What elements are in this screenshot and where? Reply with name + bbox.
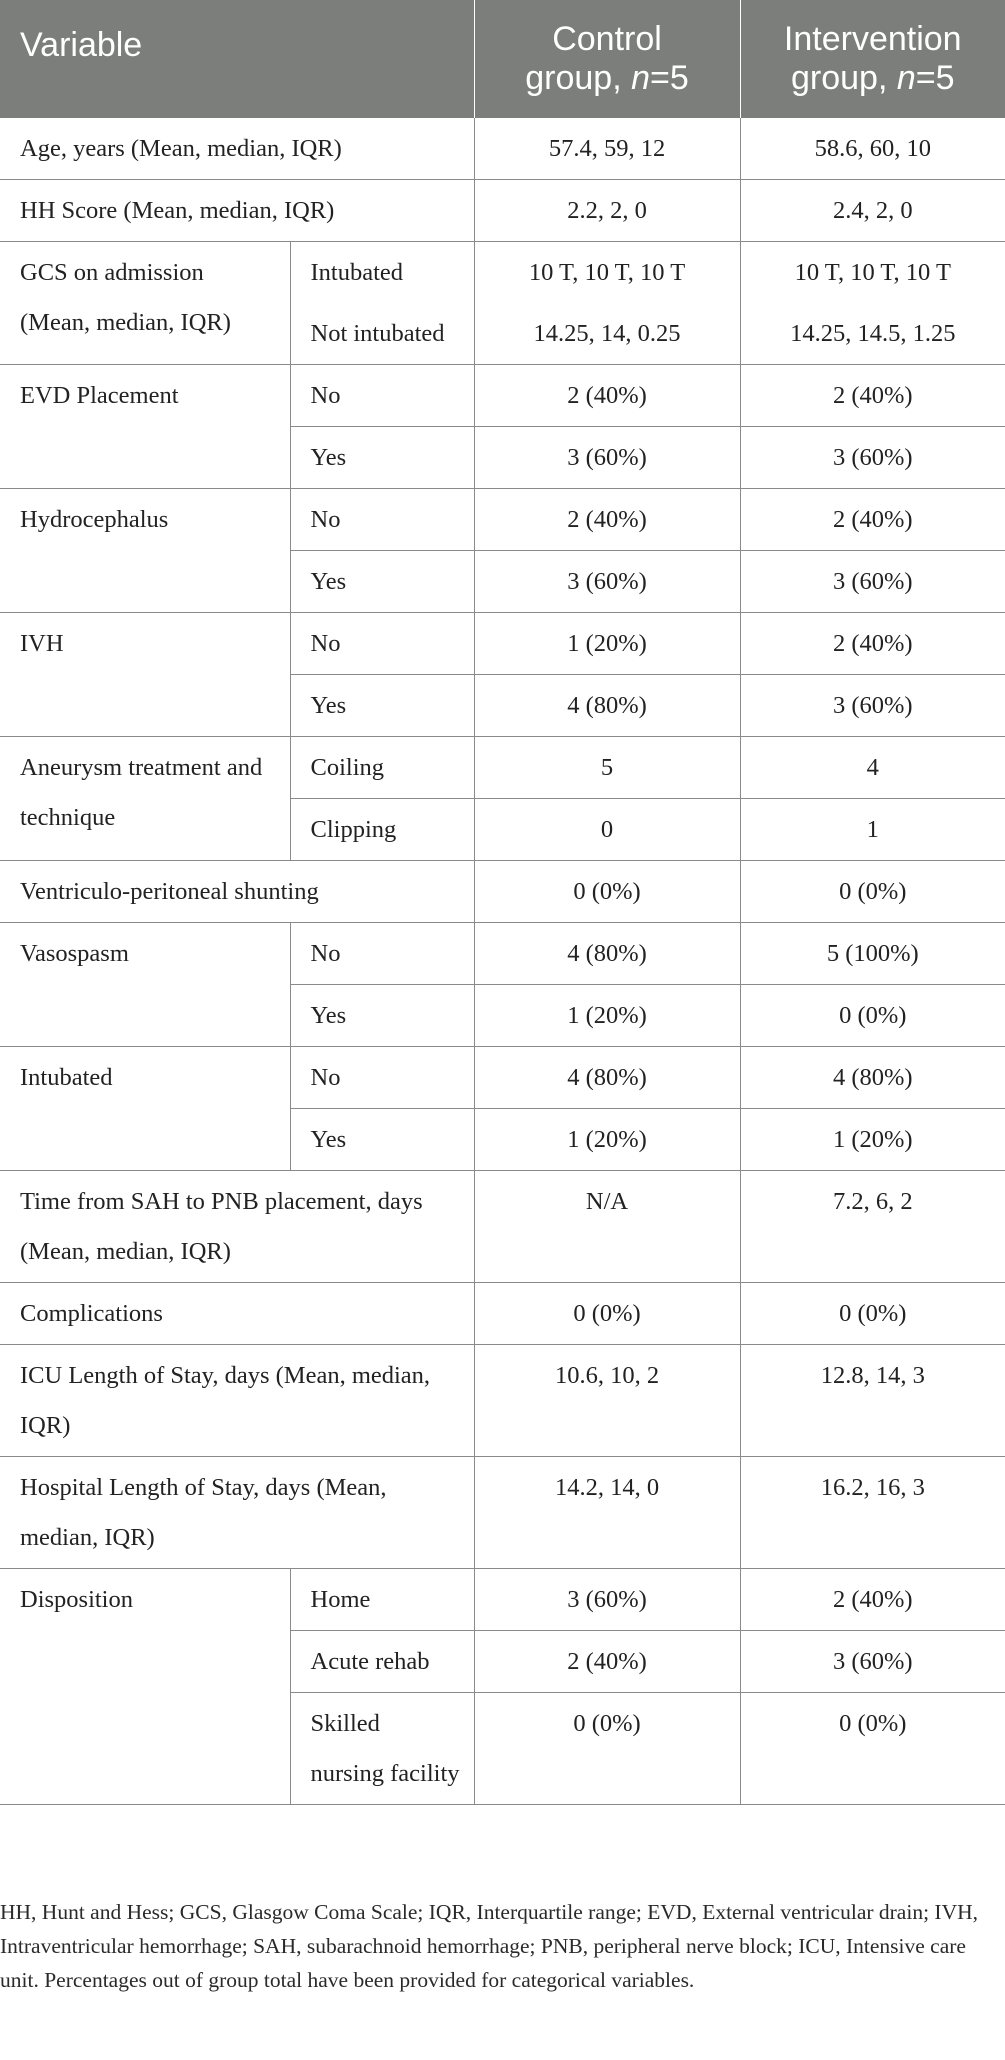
sub-label: No bbox=[290, 923, 474, 985]
intervention-value: 1 bbox=[740, 799, 1005, 861]
control-value: 0 (0%) bbox=[474, 861, 740, 923]
sub-label: Yes bbox=[290, 427, 474, 489]
sub-label: Acute rehab bbox=[290, 1631, 474, 1693]
row-label: Aneurysm treatment and technique bbox=[0, 737, 290, 861]
header-intervention-nval: =5 bbox=[915, 59, 955, 97]
sub-label: No bbox=[290, 613, 474, 675]
header-intervention-n: n bbox=[896, 59, 916, 97]
table-row bbox=[0, 242, 1005, 304]
header-control-line2: group, bbox=[525, 59, 632, 97]
sub-label: No bbox=[290, 489, 474, 551]
intervention-value: 3 (60%) bbox=[740, 551, 1005, 613]
table-row bbox=[0, 365, 1005, 427]
intervention-value: 12.8, 14, 3 bbox=[740, 1345, 1005, 1457]
row-label: EVD Placement bbox=[0, 365, 290, 489]
header-intervention bbox=[740, 0, 1005, 118]
table-row bbox=[0, 923, 1005, 985]
intervention-value: 3 (60%) bbox=[740, 675, 1005, 737]
header-intervention-line1: Intervention bbox=[783, 20, 962, 58]
table-row bbox=[0, 861, 1005, 923]
row-label: Ventriculo-peritoneal shunting bbox=[0, 861, 474, 923]
table-row bbox=[0, 489, 1005, 551]
sub-label: No bbox=[290, 1047, 474, 1109]
intervention-value: 0 (0%) bbox=[740, 1693, 1005, 1805]
control-value: 10.6, 10, 2 bbox=[474, 1345, 740, 1457]
control-value: 2.2, 2, 0 bbox=[474, 180, 740, 242]
sub-label: Skilled nursing facility bbox=[290, 1693, 474, 1805]
sub-label: Yes bbox=[290, 1109, 474, 1171]
intervention-value: 2 (40%) bbox=[740, 489, 1005, 551]
control-value: 4 (80%) bbox=[474, 923, 740, 985]
intervention-value: 1 (20%) bbox=[740, 1109, 1005, 1171]
table-footnote: HH, Hunt and Hess; GCS, Glasgow Coma Scale; IQR, Interquartile range; EVD, External ventricular drain; IVH, Intraventricular hemorrhage; SAH, subarachnoid hemorrhage; PNB, peripheral nerve block; ICU, Intensive care unit. Percentages out of group total have been provided for categorical variables. bbox=[0, 1900, 979, 1992]
control-value: 2 (40%) bbox=[474, 489, 740, 551]
control-value: 1 (20%) bbox=[474, 1109, 740, 1171]
control-value: 2 (40%) bbox=[474, 1631, 740, 1693]
intervention-value: 4 bbox=[740, 737, 1005, 799]
row-label: Disposition bbox=[0, 1569, 290, 1805]
intervention-value: 14.25, 14.5, 1.25 bbox=[740, 303, 1005, 365]
control-value: 14.2, 14, 0 bbox=[474, 1457, 740, 1569]
control-value: 0 (0%) bbox=[474, 1283, 740, 1345]
table-row bbox=[0, 1345, 1005, 1457]
intervention-value: 10 T, 10 T, 10 T bbox=[794, 259, 951, 286]
table-row bbox=[0, 737, 1005, 799]
row-label: HH Score (Mean, median, IQR) bbox=[0, 180, 474, 242]
table-row bbox=[0, 1047, 1005, 1109]
header-variable: Variable bbox=[0, 0, 474, 118]
intervention-value: 2 (40%) bbox=[740, 365, 1005, 427]
intervention-value: 2 (40%) bbox=[740, 613, 1005, 675]
row-label: Hydrocephalus bbox=[0, 489, 290, 613]
table-row bbox=[0, 1457, 1005, 1569]
table-row bbox=[0, 1569, 1005, 1631]
intervention-value: 3 (60%) bbox=[740, 1631, 1005, 1693]
intervention-value: 4 (80%) bbox=[740, 1047, 1005, 1109]
header-intervention-line2: group, bbox=[790, 59, 897, 97]
control-value: N/A bbox=[474, 1171, 740, 1283]
intervention-value: 2.4, 2, 0 bbox=[740, 180, 1005, 242]
intervention-value: 2 (40%) bbox=[740, 1569, 1005, 1631]
row-label: Age, years (Mean, median, IQR) bbox=[0, 118, 474, 180]
sub-label: Home bbox=[290, 1569, 474, 1631]
sub-label: Yes bbox=[290, 551, 474, 613]
header-row bbox=[0, 0, 1005, 118]
table-header bbox=[0, 0, 1005, 118]
intervention-value: 16.2, 16, 3 bbox=[740, 1457, 1005, 1569]
control-value: 1 (20%) bbox=[474, 613, 740, 675]
intervention-value: 0 (0%) bbox=[740, 985, 1005, 1047]
intervention-value: 7.2, 6, 2 bbox=[740, 1171, 1005, 1283]
control-value: 0 (0%) bbox=[474, 1693, 740, 1805]
control-value: 2 (40%) bbox=[474, 365, 740, 427]
control-value: 3 (60%) bbox=[474, 427, 740, 489]
table-row bbox=[0, 1171, 1005, 1283]
control-value: 14.25, 14, 0.25 bbox=[474, 303, 740, 365]
table-body bbox=[0, 118, 1005, 1805]
control-value: 0 bbox=[474, 799, 740, 861]
row-label: Hospital Length of Stay, days (Mean, median, IQR) bbox=[0, 1457, 474, 1569]
intervention-value: 58.6, 60, 10 bbox=[740, 118, 1005, 180]
sub-label: No bbox=[290, 365, 474, 427]
table-row bbox=[0, 1283, 1005, 1345]
intervention-value: 0 (0%) bbox=[740, 1283, 1005, 1345]
intervention-value: 5 (100%) bbox=[740, 923, 1005, 985]
control-value: 5 bbox=[474, 737, 740, 799]
control-value: 3 (60%) bbox=[474, 551, 740, 613]
table-row bbox=[0, 118, 1005, 180]
sub-label: Clipping bbox=[290, 799, 474, 861]
row-label: Intubated bbox=[0, 1047, 290, 1171]
intervention-value: 0 (0%) bbox=[740, 861, 1005, 923]
sub-label: Intubated bbox=[290, 242, 474, 304]
row-label: Vasospasm bbox=[0, 923, 290, 1047]
intervention-value: 3 (60%) bbox=[740, 427, 1005, 489]
sub-label: Yes bbox=[290, 985, 474, 1047]
sub-label: Not intubated bbox=[290, 303, 474, 365]
header-control-n: n bbox=[631, 59, 651, 97]
row-label: Complications bbox=[0, 1283, 474, 1345]
header-control bbox=[474, 0, 740, 118]
header-control-line1: Control bbox=[552, 20, 662, 58]
row-label: GCS on admission (Mean, median, IQR) bbox=[0, 242, 290, 365]
sub-label: Coiling bbox=[290, 737, 474, 799]
control-value: 1 (20%) bbox=[474, 985, 740, 1047]
header-control-nval: =5 bbox=[650, 59, 689, 97]
sub-label: Yes bbox=[290, 675, 474, 737]
table-row bbox=[0, 613, 1005, 675]
control-value: 57.4, 59, 12 bbox=[474, 118, 740, 180]
row-label: Time from SAH to PNB placement, days (Mean, median, IQR) bbox=[0, 1171, 474, 1283]
row-label: IVH bbox=[0, 613, 290, 737]
control-value: 3 (60%) bbox=[474, 1569, 740, 1631]
control-value: 4 (80%) bbox=[474, 1047, 740, 1109]
control-value: 4 (80%) bbox=[474, 675, 740, 737]
row-label: ICU Length of Stay, days (Mean, median, IQR) bbox=[0, 1345, 474, 1457]
table-row bbox=[0, 180, 1005, 242]
control-value: 10 T, 10 T, 10 T bbox=[474, 242, 740, 304]
